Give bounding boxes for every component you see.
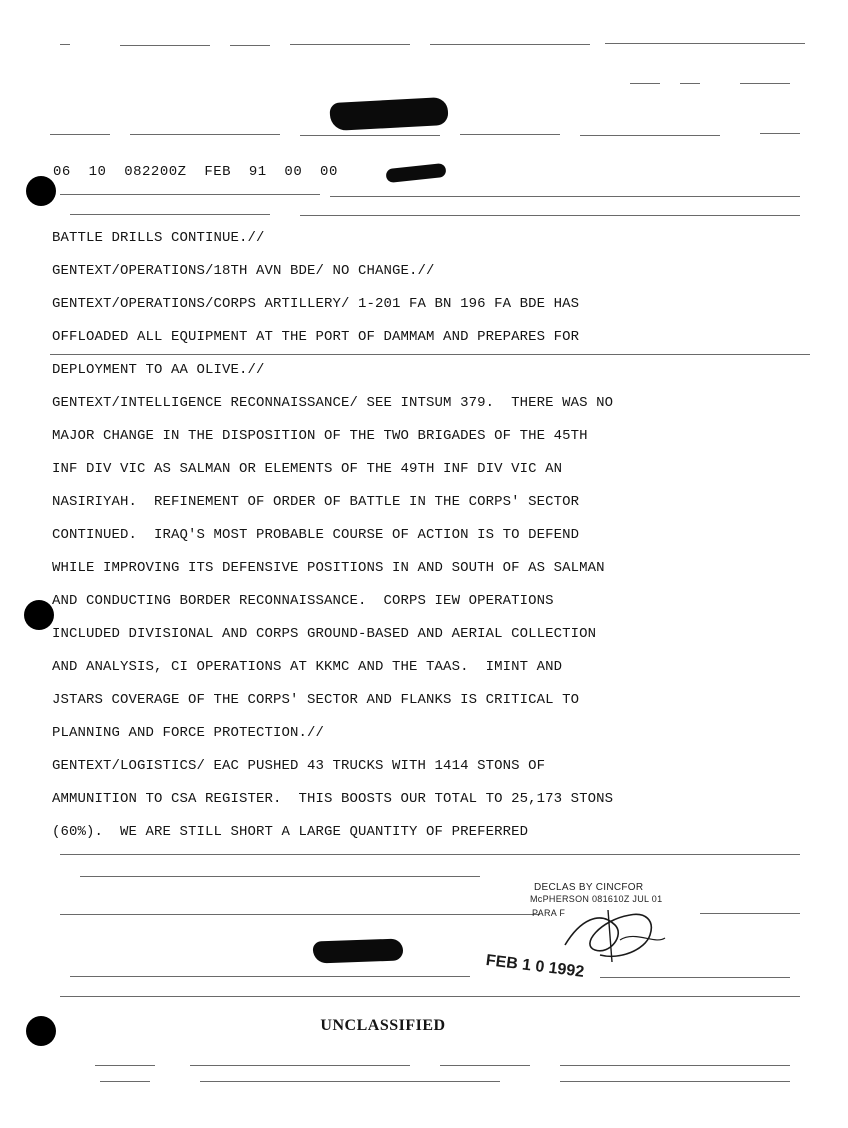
body-line-2: GENTEXT/OPERATIONS/18TH AVN BDE/ NO CHANGE.//	[52, 263, 435, 279]
body-line-11: WHILE IMPROVING ITS DEFENSIVE POSITIONS IN AND SOUTH OF AS SALMAN	[52, 560, 605, 576]
scan-noise-top-2	[0, 78, 848, 90]
body-line-7: MAJOR CHANGE IN THE DISPOSITION OF THE TWO BRIGADES OF THE 45TH	[52, 428, 588, 444]
body-line-16: PLANNING AND FORCE PROTECTION.//	[52, 725, 325, 741]
scan-noise-band-4	[0, 850, 848, 862]
message-header-line: 06 10 082200Z FEB 91 00 00	[53, 164, 338, 180]
body-line-18: AMMUNITION TO CSA REGISTER. THIS BOOSTS OUR TOTAL TO 25,173 STONS	[52, 791, 614, 807]
body-line-1: BATTLE DRILLS CONTINUE.//	[52, 230, 265, 246]
scan-noise-top	[0, 40, 848, 52]
scan-noise-band-6	[0, 910, 848, 922]
classification-marking: UNCLASSIFIED	[320, 1017, 446, 1034]
body-line-8: INF DIV VIC AS SALMAN OR ELEMENTS OF THE 49TH INF DIV VIC AN	[52, 461, 563, 477]
redaction-block-top	[329, 97, 448, 131]
handwritten-signature	[560, 900, 670, 970]
body-line-19: (60%). WE ARE STILL SHORT A LARGE QUANTITY OF PREFERRED	[52, 824, 529, 840]
body-line-6: GENTEXT/INTELLIGENCE RECONNAISSANCE/ SEE INTSUM 379. THERE WAS NO	[52, 395, 614, 411]
body-line-17: GENTEXT/LOGISTICS/ EAC PUSHED 43 TRUCKS WITH 1414 STONS OF	[52, 758, 546, 774]
body-line-12: AND CONDUCTING BORDER RECONNAISSANCE. CORPS IEW OPERATIONS	[52, 593, 554, 609]
body-line-13: INCLUDED DIVISIONAL AND CORPS GROUND-BASED AND AERIAL COLLECTION	[52, 626, 597, 642]
declass-line-3: PARA F	[532, 908, 566, 918]
scan-noise-band-1	[0, 190, 848, 202]
body-line-10: CONTINUED. IRAQ'S MOST PROBABLE COURSE OF ACTION IS TO DEFEND	[52, 527, 580, 543]
scan-noise-band-7	[0, 972, 848, 984]
scan-noise-band-5	[0, 872, 848, 884]
body-line-14: AND ANALYSIS, CI OPERATIONS AT KKMC AND THE TAAS. IMINT AND	[52, 659, 563, 675]
scan-noise-bottom	[0, 1060, 848, 1072]
body-line-9: NASIRIYAH. REFINEMENT OF ORDER OF BATTLE IN THE CORPS' SECTOR	[52, 494, 580, 510]
declass-line-2: McPHERSON 081610Z JUL 01	[530, 894, 663, 904]
scan-noise-band-3	[0, 350, 848, 362]
scan-noise-header-rule	[0, 128, 848, 140]
scan-noise-band-8	[0, 992, 848, 1004]
body-line-4: OFFLOADED ALL EQUIPMENT AT THE PORT OF DAMMAM AND PREPARES FOR	[52, 329, 580, 345]
redaction-block-header	[385, 163, 446, 183]
scan-noise-band-2	[0, 210, 848, 222]
body-line-15: JSTARS COVERAGE OF THE CORPS' SECTOR AND FLANKS IS CRITICAL TO	[52, 692, 580, 708]
declass-line-1: DECLAS BY CINCFOR	[534, 882, 644, 893]
redaction-block-bottom	[313, 938, 404, 963]
body-line-5: DEPLOYMENT TO AA OLIVE.//	[52, 362, 265, 378]
body-line-3: GENTEXT/OPERATIONS/CORPS ARTILLERY/ 1-201 FA BN 196 FA BDE HAS	[52, 296, 580, 312]
date-received-stamp: FEB 1 0 1992	[484, 952, 585, 981]
punch-hole-middle	[24, 600, 54, 630]
scan-noise-bottom-2	[0, 1076, 848, 1088]
